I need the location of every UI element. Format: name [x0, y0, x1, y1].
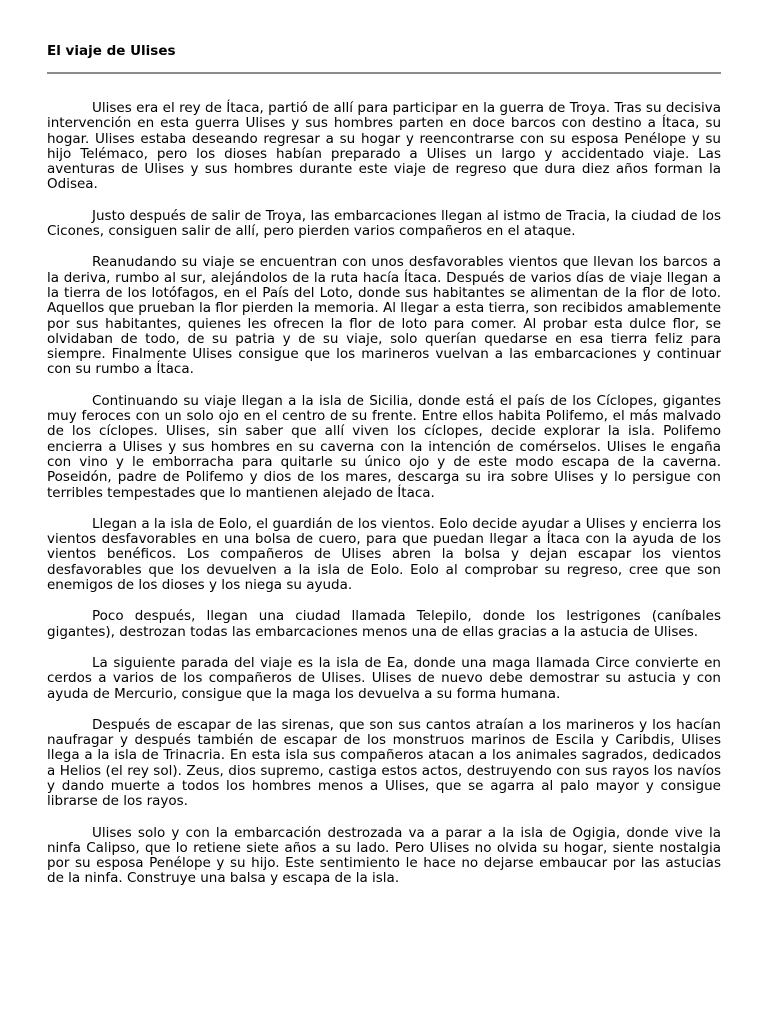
paragraph-troya: Justo después de salir de Troya, las embarcaciones llegan al istmo de Tracia, la ciudad de los Cicones, consiguen salir de allí, pero pierden varios compañeros en el ataque. — [47, 207, 721, 240]
title-divider — [47, 72, 721, 74]
paragraph-telepilo: Poco después, llegan una ciudad llamada Telepilo, donde los lestrigones (caníbales gigantes), destrozan todas las embarcaciones menos una de ellas gracias a la astucia de Ulises. — [47, 608, 721, 640]
paragraph-intro: Ulises era el rey de Ítaca, partió de allí para participar en la guerra de Troya. Tras su decisiva intervención en esta guerra Ulises y sus hombres parten en doce barcos con destino a Ítaca, su hogar. Ulises estaba deseando regresar a su hogar y reencontrarse con su esposa Penélope y su hijo Telémaco, pero los dioses habían preparado a Ulises un largo y accidentado viaje. Las aventuras de Ulises y sus hombres durante este viaje de regreso que dura diez años forman la Odisea. — [47, 100, 721, 193]
paragraph-trinacria: Después de escapar de las sirenas, que son sus cantos atraían a los marineros y los hacían naufragar y después también de escapar de los monstruos marinos de Escila y Caribdis, Ulises llega a la isla de Trinacria. En esta isla sus compañeros atacan a los animales sagrados, dedicados a Helios (el rey sol). Zeus, dios supremo, castiga estos actos, destruyendo con sus rayos los navíos y dando muerte a todos los hombres menos a Ulises, que se agarra al palo mayor y consigue librarse de los rayos. — [47, 716, 721, 810]
document-body — [47, 101, 721, 903]
document-title: El viaje de Ulises — [47, 43, 176, 59]
paragraph-circe: La siguiente parada del viaje es la isla de Ea, donde una maga llamada Circe convierte en cerdos a varios de los compañeros de Ulises. Ulises de nuevo debe demostrar su astucia y con ayuda de Mercurio, consigue que la maga los devuelva a su forma humana. — [47, 654, 721, 702]
paragraph-lotofagos: Reanudando su viaje se encuentran con unos desfavorables vientos que llevan los barcos a la deriva, rumbo al sur, alejándolos de la ruta hacía Ítaca. Después de varios días de viaje llegan a la tierra de los lotófagos, en el País del Loto, donde sus habitantes se alimentan de la flor de loto. Aquellos que prueban la flor pierden la memoria. Al llegar a esta tierra, son recibidos amablemente por sus habitantes, quienes les ofrecen la flor de loto para comer. Al probar esta dulce flor, se olvidaban de todo, de su patria y de su viaje, solo querían quedarse en esa tierra feliz para siempre. Finalmente Ulises consigue que los marineros vuelvan a las embarcaciones y continuar con su rumbo a Ítaca. — [47, 254, 721, 378]
paragraph-calipso: Ulises solo y con la embarcación destrozada va a parar a la isla de Ogigia, donde vive la ninfa Calipso, que lo retiene siete años a su lado. Pero Ulises no olvida su hogar, siente nostalgia por su esposa Penélope y su hijo. Este sentimiento le hace no dejarse embaucar por las astucias de la ninfa. Construye una balsa y escapa de la isla. — [47, 824, 721, 887]
paragraph-ciclopes: Continuando su viaje llegan a la isla de Sicilia, donde está el país de los Cíclopes, gigantes muy feroces con un solo ojo en el centro de su frente. Entre ellos habita Polifemo, el más malvado de los cíclopes. Ulises, sin saber que allí viven los cíclopes, decide explorar la isla. Polifemo encierra a Ulises y sus hombres en su caverna con la intención de comérselos. Ulises le engaña con vino y le emborracha para quitarle su único ojo y de este modo escapa de la caverna. Poseidón, padre de Polifemo y dios de los mares, descarga su ira sobre Ulises y lo persigue con terribles tempestades que lo mantienen alejado de Ítaca. — [47, 392, 721, 501]
paragraph-eolo: Llegan a la isla de Eolo, el guardián de los vientos. Eolo decide ayudar a Ulises y encierra los vientos desfavorables en una bolsa de cuero, para que puedan llegar a Ítaca con la ayuda de los vientos benéficos. Los compañeros de Ulises abren la bolsa y dejan escapar los vientos desfavorables que los devuelven a la isla de Eolo. Eolo al comprobar su regreso, cree que son enemigos de los dioses y los niega su ayuda. — [47, 515, 721, 594]
